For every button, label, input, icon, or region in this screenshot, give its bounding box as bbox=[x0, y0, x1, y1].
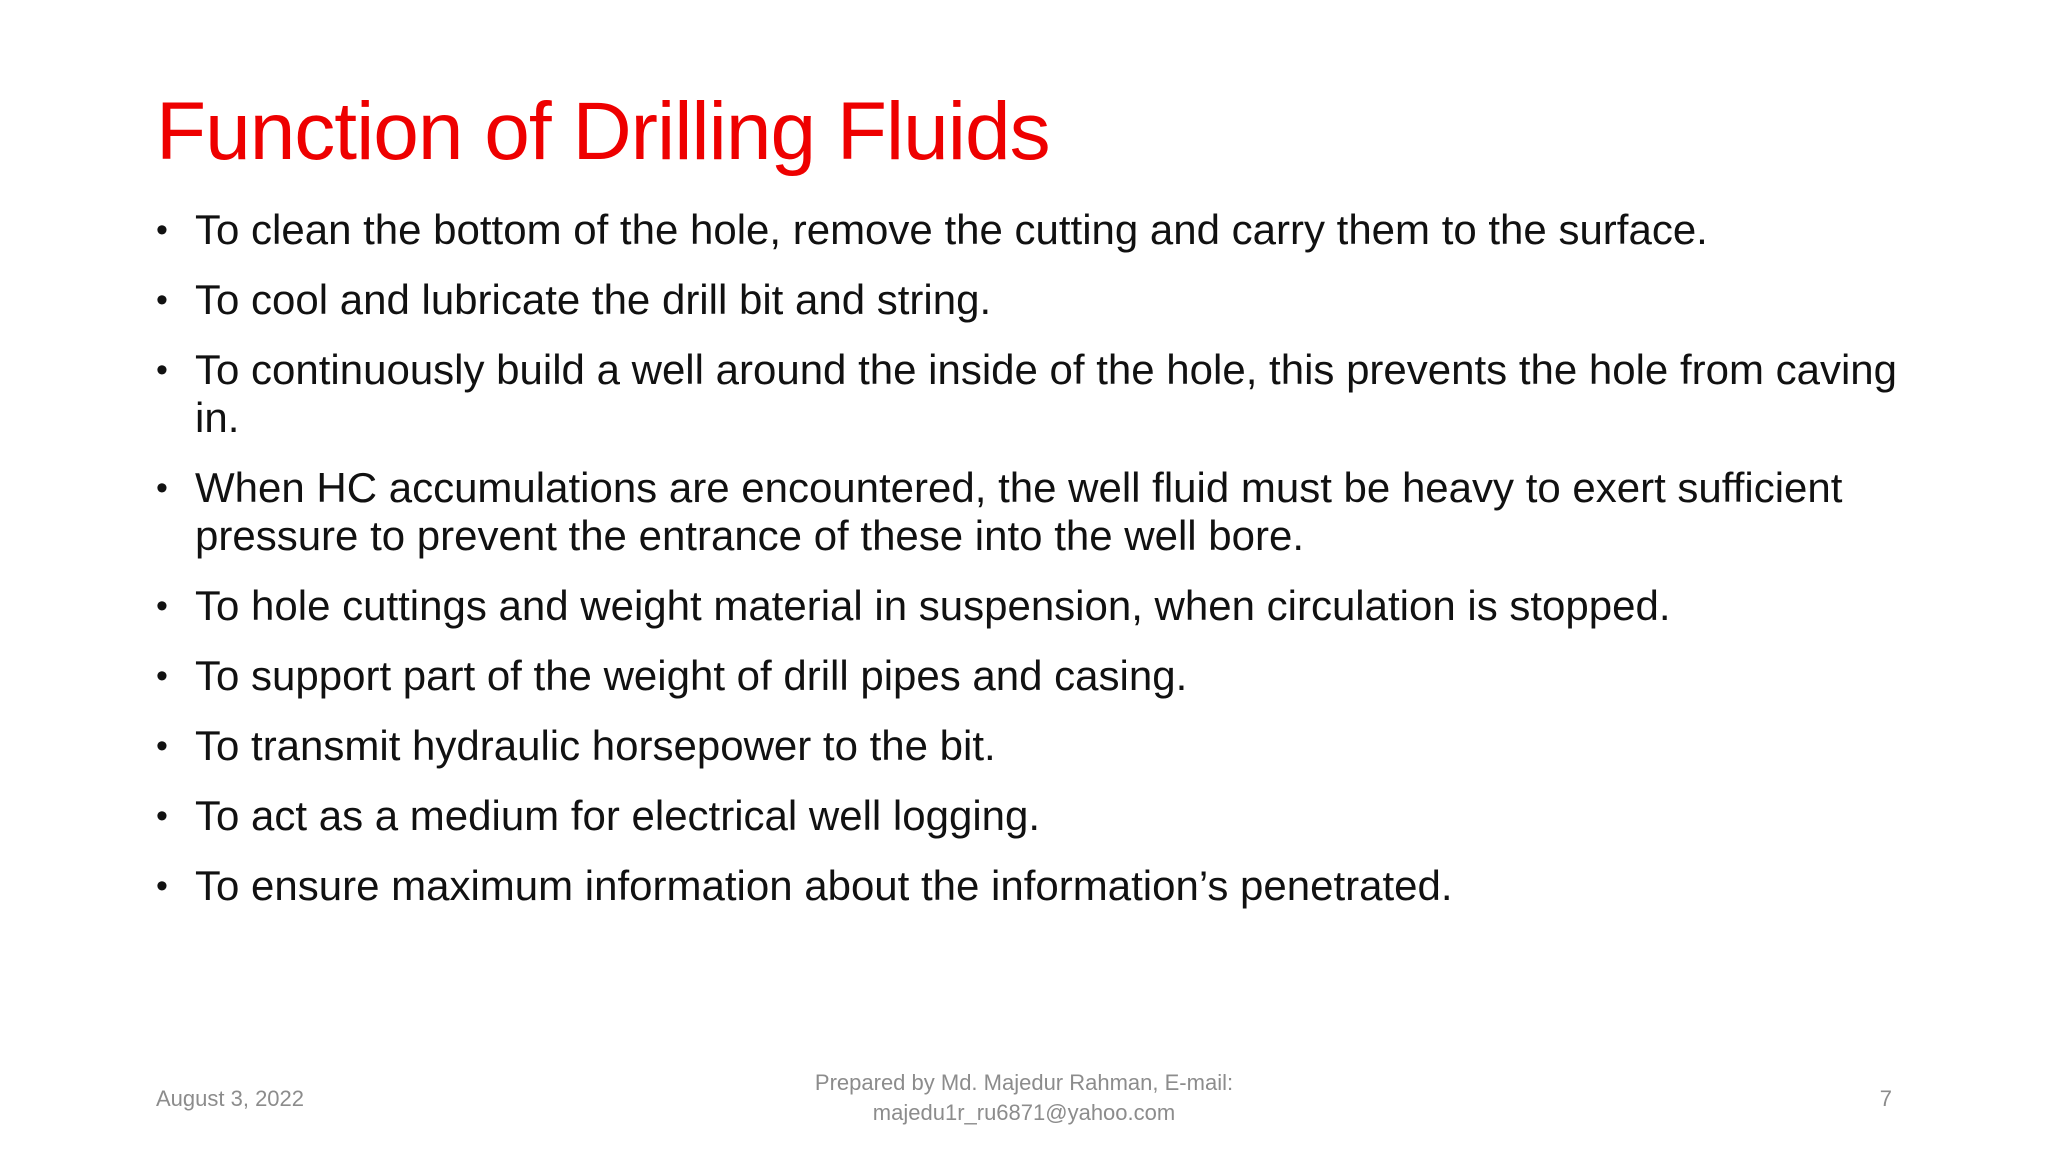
footer-author bbox=[724, 1068, 1324, 1128]
bullet-text: To clean the bottom of the hole, remove the cutting and carry them to the surface. bbox=[195, 206, 1708, 253]
bullet-item bbox=[156, 346, 1916, 442]
bullet-text: When HC accumulations are encountered, the well fluid must be heavy to exert sufficient pressure to prevent the entrance of these into the well bore. bbox=[195, 464, 1843, 559]
bullet-item bbox=[156, 792, 1916, 840]
bullet-marker: • bbox=[156, 867, 168, 905]
footer-author-line: Prepared by Md. Majedur Rahman, E-mail: bbox=[814, 1070, 1234, 1095]
bullet-marker: • bbox=[156, 797, 168, 835]
slide-title: Function of Drilling Fluids bbox=[156, 86, 1050, 177]
bullet-marker: • bbox=[156, 657, 168, 695]
bullet-marker: • bbox=[156, 727, 168, 765]
bullet-text: To support part of the weight of drill pipes and casing. bbox=[195, 652, 1188, 699]
bullet-item bbox=[156, 582, 1916, 630]
slide-number: 7 bbox=[1879, 1086, 1892, 1111]
bullet-item bbox=[156, 652, 1916, 700]
bullet-marker: • bbox=[156, 351, 168, 389]
bullet-text: To continuously build a well around the inside of the hole, this prevents the hole from caving in. bbox=[195, 346, 1898, 441]
bullet-text: To hole cuttings and weight material in suspension, when circulation is stopped. bbox=[195, 582, 1671, 629]
bullet-item bbox=[156, 276, 1916, 324]
footer-author-email: majedu1r_ru6871@yahoo.com bbox=[872, 1100, 1176, 1125]
bullet-marker: • bbox=[156, 469, 168, 507]
bullet-item bbox=[156, 862, 1916, 910]
bullet-marker: • bbox=[156, 281, 168, 319]
bullet-text: To act as a medium for electrical well logging. bbox=[195, 792, 1041, 839]
bullet-text: To cool and lubricate the drill bit and string. bbox=[195, 276, 992, 323]
bullet-item bbox=[156, 464, 1916, 560]
bullet-list bbox=[156, 206, 1916, 932]
bullet-item bbox=[156, 722, 1916, 770]
footer-date: August 3, 2022 bbox=[156, 1086, 305, 1111]
bullet-item bbox=[156, 206, 1916, 254]
bullet-marker: • bbox=[156, 211, 168, 249]
bullet-text: To transmit hydraulic horsepower to the bit. bbox=[195, 722, 996, 769]
bullet-text: To ensure maximum information about the information’s penetrated. bbox=[195, 862, 1453, 909]
bullet-marker: • bbox=[156, 587, 168, 625]
